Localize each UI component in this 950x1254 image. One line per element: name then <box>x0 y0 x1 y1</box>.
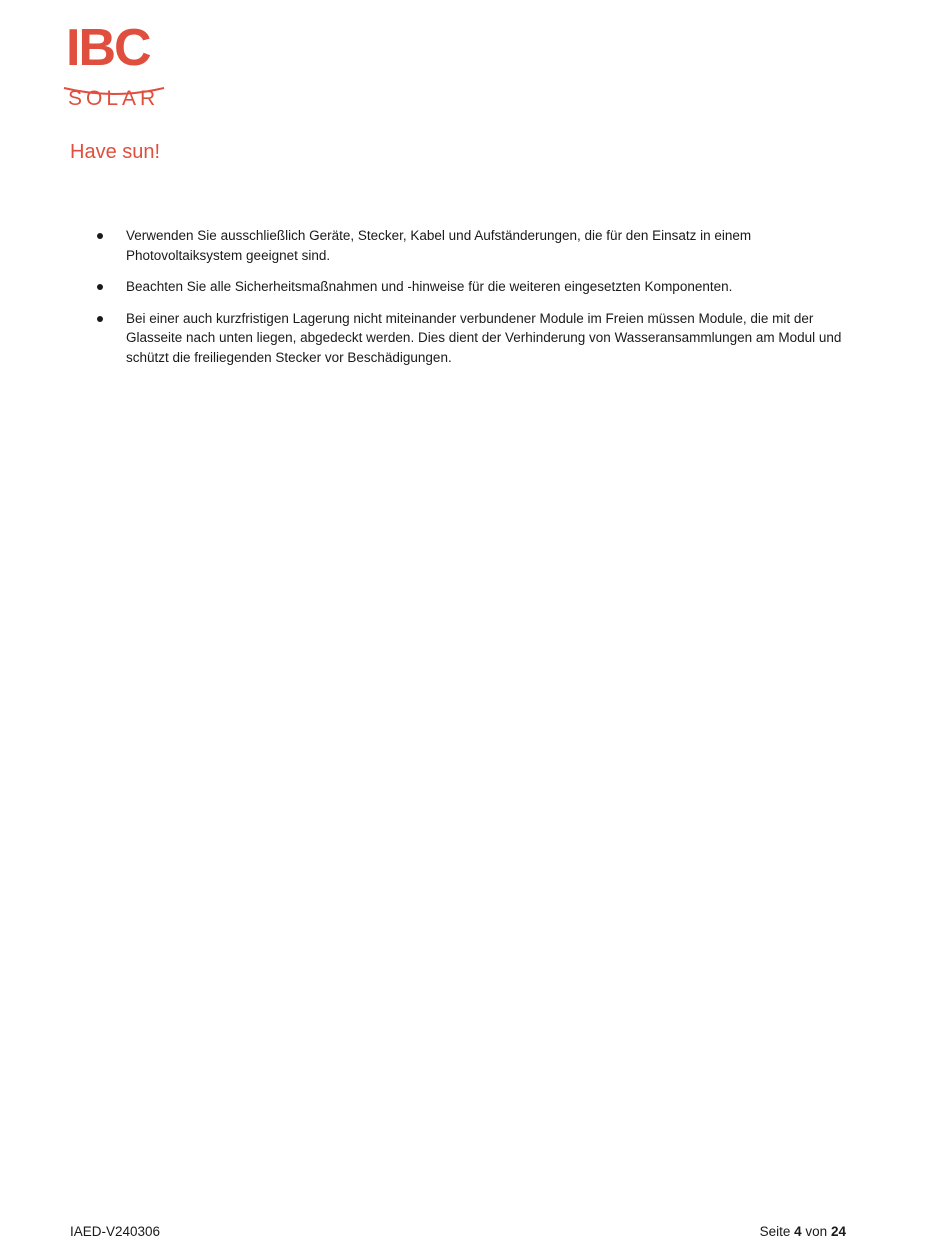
bullet-text: Bei einer auch kurzfristigen Lagerung nicht miteinander verbundener Module im Freien müssen Module, die mit der Glasseite nach unten liegen, abgedeckt werden. Dies dient der Verhinderung von Wasseransammlungen am Modul und schützt die freiliegenden Stecker vor Beschädigungen. <box>126 310 842 365</box>
list-item <box>70 309 860 368</box>
page-total: 24 <box>830 1224 846 1239</box>
page-number <box>760 1223 846 1241</box>
ibc-solar-logo <box>62 19 166 114</box>
bullet-icon <box>97 284 103 290</box>
bullet-text: Beachten Sie alle Sicherheitsmaßnahmen und -hinweise für die weiteren eingesetzten Komponenten. <box>126 279 733 294</box>
bullet-icon <box>97 233 103 239</box>
logo-wordmark-ibc: IBC <box>66 19 150 77</box>
bullet-icon <box>97 316 103 322</box>
list-item <box>70 277 860 297</box>
logo-wordmark-solar: SOLAR <box>68 87 160 110</box>
safety-bullet-list <box>70 226 860 379</box>
page-prefix: Seite <box>759 1224 791 1239</box>
tagline: Have sun! <box>70 141 161 163</box>
document-id: IAED-V240306 <box>70 1224 161 1239</box>
list-item <box>70 226 860 265</box>
page-separator: von <box>805 1224 828 1239</box>
bullet-text: Verwenden Sie ausschließlich Geräte, Stecker, Kabel und Aufständerungen, die für den Einsatz in einem Photovoltaiksystem geeignet sind. <box>126 228 752 263</box>
page-current: 4 <box>794 1224 802 1239</box>
